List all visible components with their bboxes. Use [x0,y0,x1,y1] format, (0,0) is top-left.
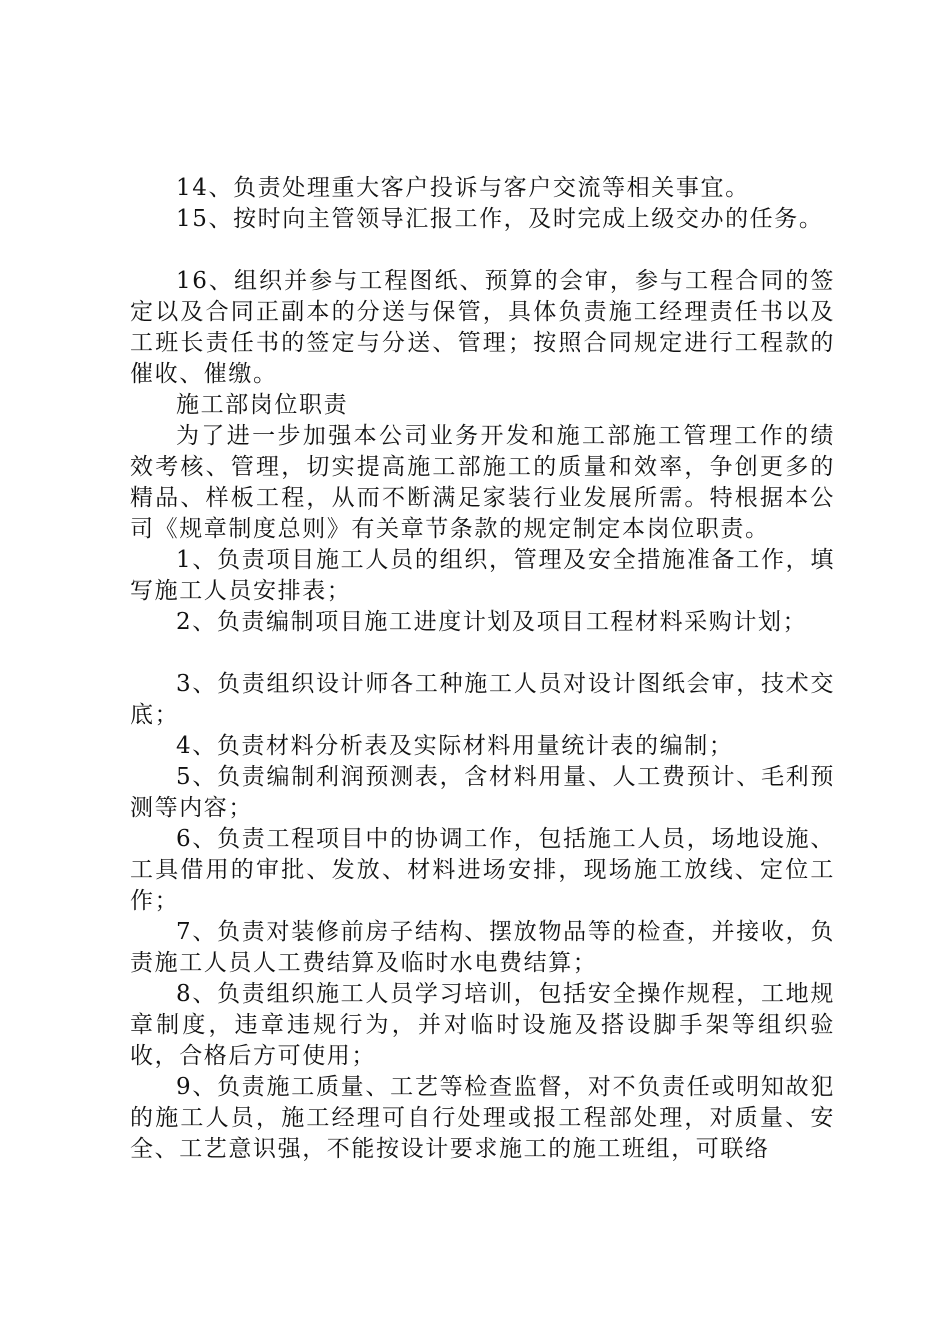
duty-item-1: 1、负责项目施工人员的组织，管理及安全措施准备工作，填写施工人员安排表； [130,547,835,604]
duty-item-6: 6、负责工程项目中的协调工作，包括施工人员，场地设施、工具借用的审批、发放、材料进场安排，现场施工放线、定位工作； [130,826,835,914]
paragraph-item-16: 16、组织并参与工程图纸、预算的会审，参与工程合同的签定以及合同正副本的分送与保管，具体负责施工经理责任书以及工班长责任书的签定与分送、管理；按照合同规定进行工程款的催收、催缴。 [130,268,835,387]
duty-item-5: 5、负责编制利润预测表，含材料用量、人工费预计、毛利预测等内容； [130,764,835,821]
paragraph-item-15: 15、按时向主管领导汇报工作，及时完成上级交办的任务。 [176,206,824,232]
duty-item-7: 7、负责对装修前房子结构、摆放物品等的检查，并接收，负责施工人员人工费结算及临时水电费结算； [130,919,835,976]
duty-item-2: 2、负责编制项目施工进度计划及项目工程材料采购计划； [176,609,808,635]
duty-item-3: 3、负责组织设计师各工种施工人员对设计图纸会审，技术交底； [130,671,835,728]
document-body [130,173,835,1165]
section-heading: 施工部岗位职责 [176,392,349,418]
section-intro: 为了进一步加强本公司业务开发和施工部施工管理工作的绩效考核、管理，切实提高施工部施工的质量和效率，争创更多的精品、样板工程，从而不断满足家装行业发展所需。特根据本公司《规章制度总则》有关章节条款的规定制定本岗位职责。 [130,423,835,542]
duty-item-9: 9、负责施工质量、工艺等检查监督，对不负责任或明知故犯的施工人员，施工经理可自行处理或报工程部处理，对质量、安全、工艺意识强，不能按设计要求施工的施工班组，可联络 [130,1074,835,1162]
duty-item-4: 4、负责材料分析表及实际材料用量统计表的编制； [176,733,734,759]
paragraph-item-14: 14、负责处理重大客户投诉与客户交流等相关事宜。 [176,175,750,201]
duty-item-8: 8、负责组织施工人员学习培训，包括安全操作规程，工地规章制度，违章违规行为，并对临时设施及搭设脚手架等组织验收，合格后方可使用； [130,981,835,1069]
